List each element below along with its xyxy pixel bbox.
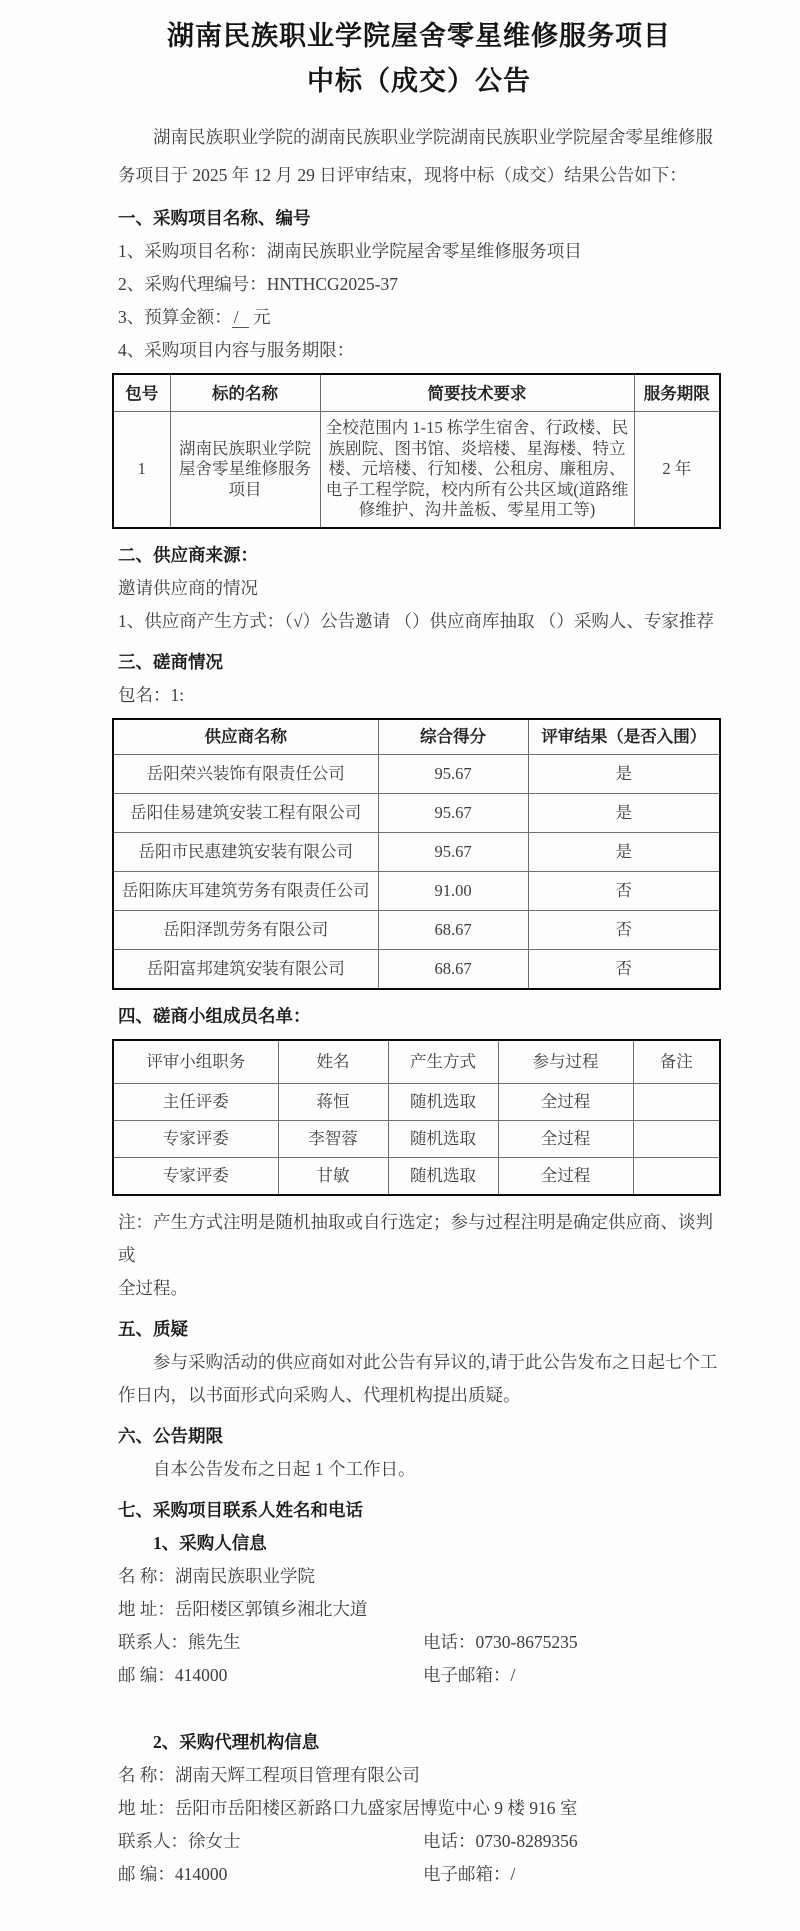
agency-phone: 电话：0730-8289356	[423, 1830, 578, 1851]
table-row	[113, 1120, 720, 1157]
table-cell: 岳阳佳易建筑安装工程有限公司	[113, 793, 378, 832]
table-cell: 68.67	[378, 949, 528, 989]
column-header: 简要技术要求	[320, 374, 634, 412]
column-header: 包号	[113, 374, 170, 412]
buyer-contact-person: 联系人：熊先生	[118, 1631, 241, 1652]
table-cell: 随机选取	[388, 1083, 498, 1120]
column-header: 标的名称	[170, 374, 320, 412]
agency-zip: 邮 编：414000	[118, 1863, 228, 1884]
package-label: 包名：1:	[118, 684, 185, 705]
buyer-address-line: 地 址：岳阳楼区郭镇乡湘北大道	[118, 1598, 368, 1619]
table-row	[113, 1083, 720, 1120]
table-row	[113, 754, 720, 793]
table-cell: 蒋恒	[278, 1083, 388, 1120]
table-row	[113, 949, 720, 989]
agency-email: 电子邮箱：/	[423, 1863, 516, 1884]
committee-note-line2: 全过程。	[118, 1277, 188, 1298]
table-cell: 95.67	[378, 754, 528, 793]
buyer-info-heading: 1、采购人信息	[153, 1532, 267, 1553]
table-row	[113, 1157, 720, 1195]
committee-note-line1: 注：产生方式注明是随机抽取或自行选定；参与过程注明是确定供应商、谈判或	[118, 1211, 713, 1265]
budget-line	[118, 301, 720, 334]
table-cell: 湖南民族职业学院屋舍零星维修服务项目	[170, 412, 320, 528]
supplier-source-line: 邀请供应商的情况	[118, 577, 258, 598]
table-cell	[633, 1083, 720, 1120]
table-cell: 1	[113, 412, 170, 528]
agency-info-heading: 2、采购代理机构信息	[153, 1731, 320, 1752]
table-cell: 否	[528, 910, 720, 949]
section6-heading: 六、公告期限	[118, 1425, 223, 1446]
table-cell: 是	[528, 832, 720, 871]
budget-unit: 元	[248, 307, 271, 327]
table-cell: 全过程	[498, 1083, 633, 1120]
table-cell: 随机选取	[388, 1157, 498, 1195]
column-header: 评审小组职务	[113, 1040, 278, 1084]
table-cell: 全校范围内 1-15 栋学生宿舍、行政楼、民族剧院、图书馆、炎培楼、星海楼、特立楼、元培楼、行知楼、公租房、廉租房、电子工程学院，校内所有公共区域(道路维修维护、沟井盖板、零星用工等)	[320, 412, 634, 528]
table-cell: 68.67	[378, 910, 528, 949]
table-cell: 2 年	[634, 412, 720, 528]
table-cell: 岳阳荣兴装饰有限责任公司	[113, 754, 378, 793]
table-cell: 随机选取	[388, 1120, 498, 1157]
table-row	[113, 910, 720, 949]
buyer-name-line: 名 称：湖南民族职业学院	[118, 1565, 315, 1586]
table-cell: 岳阳陈庆耳建筑劳务有限责任公司	[113, 871, 378, 910]
section2-heading: 二、供应商来源：	[118, 544, 258, 565]
section3-heading: 三、磋商情况	[118, 651, 223, 672]
table-cell: 全过程	[498, 1120, 633, 1157]
content-duration-line: 4、采购项目内容与服务期限：	[118, 340, 355, 360]
buyer-zip-row	[118, 1659, 720, 1692]
buyer-zip: 邮 编：414000	[118, 1664, 228, 1685]
column-header: 服务期限	[634, 374, 720, 412]
table-cell: 是	[528, 793, 720, 832]
column-header: 备注	[633, 1040, 720, 1084]
block-spacer	[118, 1692, 720, 1726]
budget-value: /	[232, 307, 249, 328]
agency-contact-person: 联系人：徐女士	[118, 1830, 241, 1851]
agency-address-line: 地 址：岳阳市岳阳楼区新路口九盛家居博览中心 9 楼 916 室	[118, 1797, 578, 1818]
section7-heading: 七、采购项目联系人姓名和电话	[118, 1499, 363, 1520]
column-header: 综合得分	[378, 719, 528, 755]
table-cell: 全过程	[498, 1157, 633, 1195]
table-cell: 甘敏	[278, 1157, 388, 1195]
agency-number-line: 2、采购代理编号：HNTHCG2025-37	[118, 274, 398, 294]
table-cell: 专家评委	[113, 1157, 278, 1195]
column-header: 姓名	[278, 1040, 388, 1084]
table-row	[113, 793, 720, 832]
table-row	[113, 412, 720, 528]
table-cell	[633, 1157, 720, 1195]
buyer-email: 电子邮箱：/	[423, 1664, 516, 1685]
table-row	[113, 871, 720, 910]
budget-label: 3、预算金额：	[118, 307, 232, 327]
agency-name-line: 名 称：湖南天辉工程项目管理有限公司	[118, 1764, 420, 1785]
agency-contact-row	[118, 1825, 720, 1858]
column-header: 供应商名称	[113, 719, 378, 755]
table-cell: 95.67	[378, 832, 528, 871]
agency-zip-row	[118, 1858, 720, 1891]
table-row	[113, 832, 720, 871]
supplier-score-table	[112, 718, 721, 990]
document-title-line2: 中标（成交）公告	[307, 66, 531, 96]
table-header-row	[113, 719, 720, 755]
section4-heading: 四、磋商小组成员名单：	[118, 1005, 311, 1026]
table-header-row	[113, 1040, 720, 1084]
buyer-phone: 电话：0730-8675235	[423, 1631, 578, 1652]
section5-heading: 五、质疑	[118, 1318, 188, 1339]
table-cell: 李智蓉	[278, 1120, 388, 1157]
table-cell: 91.00	[378, 871, 528, 910]
table-cell: 是	[528, 754, 720, 793]
section1-heading: 一、采购项目名称、编号	[118, 208, 311, 228]
committee-table	[112, 1039, 721, 1196]
table-cell: 岳阳市民惠建筑安装有限公司	[113, 832, 378, 871]
column-header: 参与过程	[498, 1040, 633, 1084]
buyer-contact-row	[118, 1626, 720, 1659]
table-cell: 95.67	[378, 793, 528, 832]
document-title-line1: 湖南民族职业学院屋舍零星维修服务项目	[167, 21, 671, 51]
table-cell: 主任评委	[113, 1083, 278, 1120]
column-header: 评审结果（是否入围）	[528, 719, 720, 755]
announcement-period-line: 自本公告发布之日起 1 个工作日。	[153, 1458, 416, 1479]
table-cell: 否	[528, 949, 720, 989]
column-header: 产生方式	[388, 1040, 498, 1084]
table-header-row	[113, 374, 720, 412]
table-cell: 岳阳泽凯劳务有限公司	[113, 910, 378, 949]
project-name-line: 1、采购项目名称：湖南民族职业学院屋舍零星维修服务项目	[118, 241, 582, 261]
table-cell	[633, 1120, 720, 1157]
objection-paragraph: 参与采购活动的供应商如对此公告有异议的,请于此公告发布之日起七个工作日内，以书面形式向采购人、代理机构提出质疑。	[118, 1351, 718, 1405]
table-cell: 岳阳富邦建筑安装有限公司	[113, 949, 378, 989]
table-cell: 专家评委	[113, 1120, 278, 1157]
table-cell: 否	[528, 871, 720, 910]
project-content-table	[112, 373, 721, 529]
intro-paragraph: 湖南民族职业学院的湖南民族职业学院湖南民族职业学院屋舍零星维修服务项目于 2025 年 12 月 29 日评审结束，现将中标（成交）结果公告如下：	[118, 127, 713, 185]
supplier-method-line: 1、供应商产生方式：（√）公告邀请 （）供应商库抽取 （）采购人、专家推荐	[118, 610, 714, 631]
